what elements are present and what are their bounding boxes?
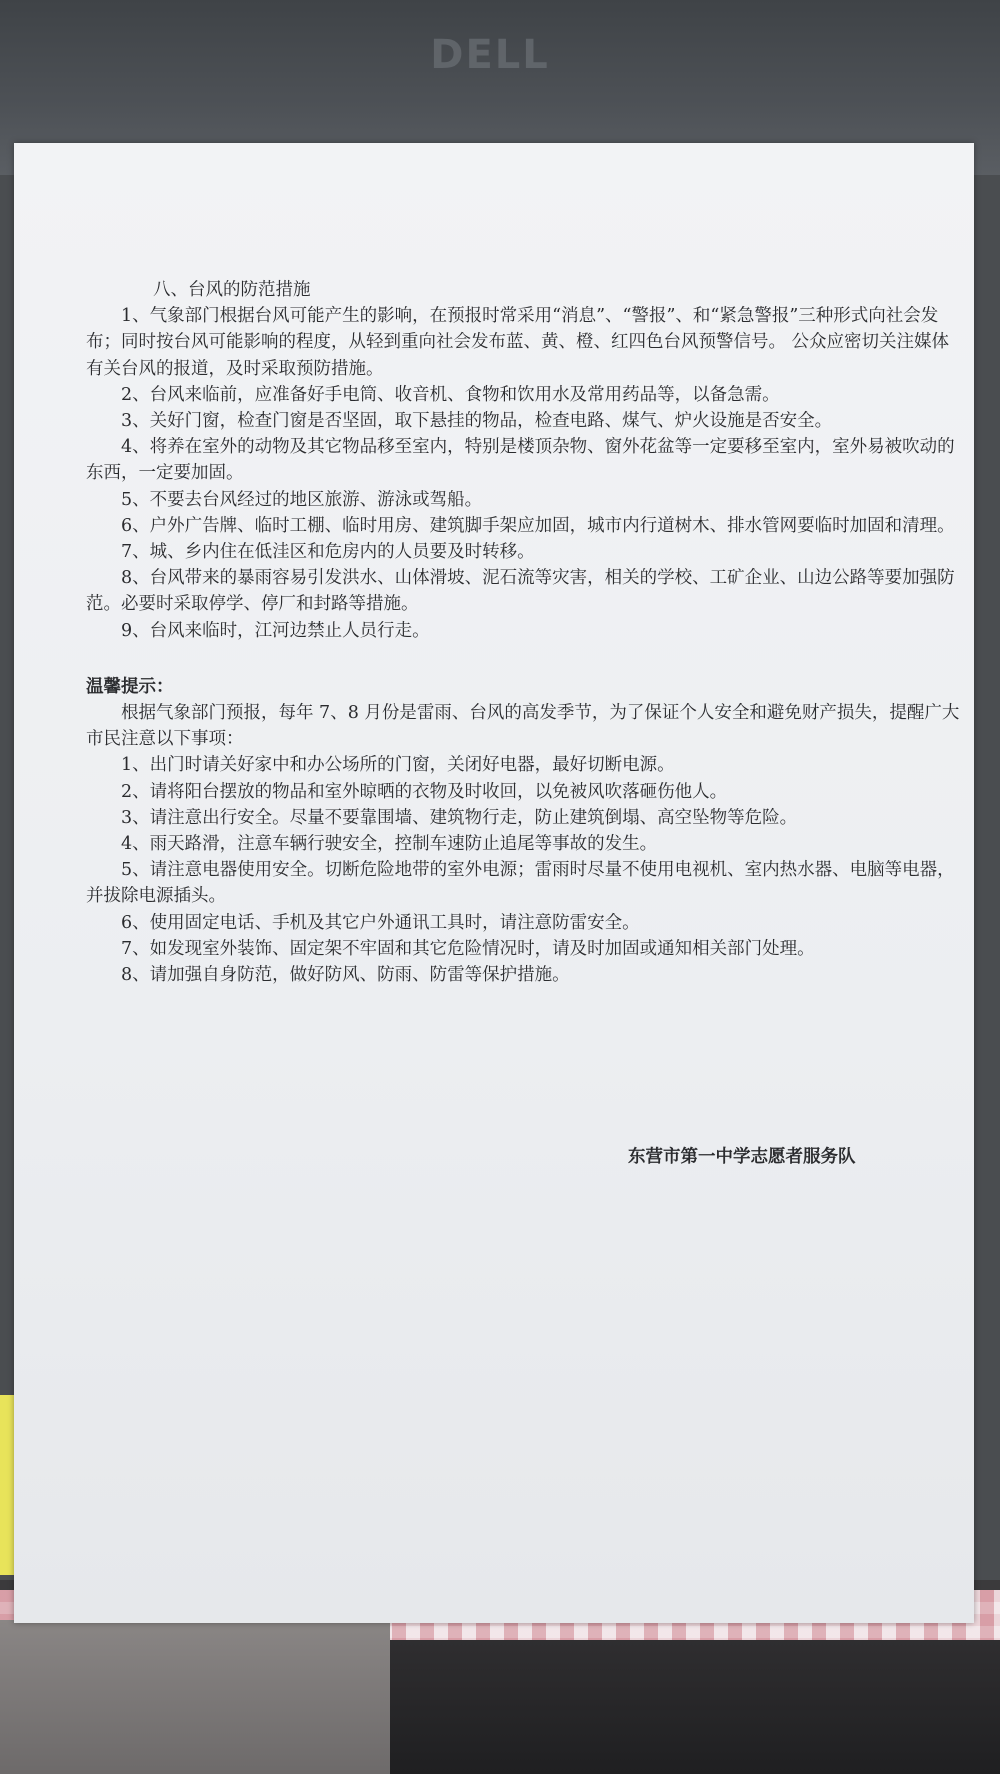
measure-item: 4、将养在室外的动物及其它物品移至室内，特别是楼顶杂物、窗外花盆等一定要移至室内，室外易被吹动的东西，一定要加固。 [86, 437, 955, 484]
sticky-note [0, 1395, 14, 1575]
tips-intro: 根据气象部门预报，每年 7、8 月份是雷雨、台风的高发季节，为了保证个人安全和避免财产损失，提醒广大市民注意以下事项： [86, 703, 960, 750]
tip-item: 6、使用固定电话、手机及其它户外通讯工具时，请注意防雷安全。 [121, 912, 640, 933]
document-body [86, 277, 966, 988]
tip-item: 5、请注意电器使用安全。切断危险地带的室外电源；雷雨时尽量不使用电视机、室内热水器、电脑等电器，并拔除电源插头。 [86, 860, 955, 907]
measure-item: 1、气象部门根据台风可能产生的影响，在预报时常采用“消息”、“警报”、和“紧急警报”三种形式向社会发布；同时按台风可能影响的程度，从轻到重向社会发布蓝、黄、橙、红四色台风预警信号。 公众应密切关注媒体有关台风的报道，及时采取预防措施。 [86, 306, 950, 379]
measure-item: 9、台风来临时，江河边禁止人员行走。 [121, 620, 430, 641]
section-heading: 八、台风的防范措施 [153, 280, 311, 300]
tip-item: 1、出门时请关好家中和办公场所的门窗，关闭好电器，最好切断电源。 [121, 755, 675, 776]
monitor-brand-logo: DELL [430, 32, 550, 78]
tips-title: 温馨提示： [86, 676, 174, 697]
measure-item: 2、台风来临前，应准备好手电筒、收音机、食物和饮用水及常用药品等，以备急需。 [121, 384, 780, 405]
signature: 东营市第一中学志愿者服务队 [628, 1147, 856, 1167]
measure-item: 3、关好门窗，检查门窗是否坚固，取下悬挂的物品，检查电路、煤气、炉火设施是否安全。 [121, 411, 833, 432]
measure-item: 5、不要去台风经过的地区旅游、游泳或驾船。 [121, 489, 483, 510]
tip-item: 2、请将阳台摆放的物品和室外晾晒的衣物及时收回，以免被风吹落砸伤他人。 [121, 781, 728, 802]
desk-object [0, 1620, 390, 1774]
tip-item: 4、雨天路滑，注意车辆行驶安全，控制车速防止追尾等事故的发生。 [121, 834, 658, 855]
measure-item: 6、户外广告牌、临时工棚、临时用房、建筑脚手架应加固，城市内行道树木、排水管网要临时加固和清理。 [121, 515, 955, 536]
measure-item: 8、台风带来的暴雨容易引发洪水、山体滑坡、泥石流等灾害，相关的学校、工矿企业、山边公路等要加强防范。必要时采取停学、停厂和封路等措施。 [86, 568, 955, 615]
measure-item: 7、城、乡内住在低洼区和危房内的人员要及时转移。 [121, 542, 535, 563]
section-gap [86, 644, 966, 674]
tip-item: 3、请注意出行安全。尽量不要靠围墙、建筑物行走，防止建筑倒塌、高空坠物等危险。 [121, 807, 798, 828]
tip-item: 7、如发现室外装饰、固定架不牢固和其它危险情况时，请及时加固或通知相关部门处理。 [121, 938, 815, 959]
tip-item: 8、请加强自身防范，做好防风、防雨、防雷等保护措施。 [121, 965, 570, 986]
